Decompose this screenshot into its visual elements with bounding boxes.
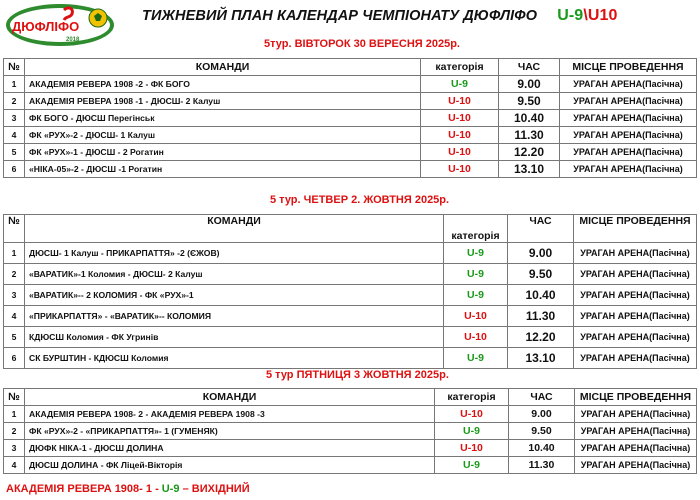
match-time: 9.50 bbox=[508, 264, 574, 285]
day-heading-1: 5тур. ВІВТОРОК 30 ВЕРЕСНЯ 2025р. bbox=[264, 38, 460, 50]
table-header-row bbox=[4, 215, 697, 243]
match-time: 12.20 bbox=[499, 144, 560, 161]
match-teams: ФК «РУХ»-2 - «ПРИКАРПАТТЯ»- 1 (ГУМЕНЯК) bbox=[25, 423, 435, 440]
col-teams: КОМАНДИ bbox=[25, 59, 421, 76]
col-teams: КОМАНДИ bbox=[25, 215, 444, 243]
table-row bbox=[4, 127, 697, 144]
col-teams: КОМАНДИ bbox=[25, 389, 435, 406]
match-category: U-10 bbox=[421, 110, 499, 127]
table-row bbox=[4, 348, 697, 369]
table-row bbox=[4, 264, 697, 285]
match-teams: ФК БОГО - ДЮСШ Перегінськ bbox=[25, 110, 421, 127]
match-category: U-9 bbox=[444, 285, 508, 306]
match-num: 3 bbox=[4, 440, 25, 457]
match-category: U-10 bbox=[421, 93, 499, 110]
logo-year: 2018 bbox=[66, 37, 80, 43]
rest-category: U-9 bbox=[161, 483, 180, 495]
match-teams: «ВАРАТИК»-- 2 КОЛОМИЯ - ФК «РУХ»-1 bbox=[25, 285, 444, 306]
match-venue: УРАГАН АРЕНА(Пасічна) bbox=[574, 306, 697, 327]
match-time: 10.40 bbox=[509, 440, 575, 457]
match-time: 9.50 bbox=[509, 423, 575, 440]
col-num: № bbox=[4, 215, 25, 243]
rest-day-note bbox=[6, 483, 250, 495]
match-teams: ФК «РУХ»-2 - ДЮСШ- 1 Калуш bbox=[25, 127, 421, 144]
table-row bbox=[4, 406, 697, 423]
match-time: 11.30 bbox=[499, 127, 560, 144]
match-time: 13.10 bbox=[499, 161, 560, 178]
match-num: 6 bbox=[4, 348, 25, 369]
match-num: 2 bbox=[4, 93, 25, 110]
col-category: категорія bbox=[421, 59, 499, 76]
schedule-table-day-2 bbox=[3, 214, 697, 369]
match-teams: АКАДЕМІЯ РЕВЕРА 1908 -1 - ДЮСШ- 2 Калуш bbox=[25, 93, 421, 110]
match-venue: УРАГАН АРЕНА(Пасічна) bbox=[574, 243, 697, 264]
title-text: ТИЖНЕВИЙ ПЛАН КАЛЕНДАР ЧЕМПІОНАТУ ДЮФЛІФО bbox=[142, 8, 538, 24]
match-venue: УРАГАН АРЕНА(Пасічна) bbox=[560, 76, 697, 93]
match-venue: УРАГАН АРЕНА(Пасічна) bbox=[575, 423, 697, 440]
table-row bbox=[4, 457, 697, 474]
match-category: U-9 bbox=[444, 348, 508, 369]
match-category: U-10 bbox=[444, 306, 508, 327]
match-time: 11.30 bbox=[509, 457, 575, 474]
match-teams: ДЮСШ ДОЛИНА - ФК Ліцей-Вікторія bbox=[25, 457, 435, 474]
match-venue: УРАГАН АРЕНА(Пасічна) bbox=[574, 285, 697, 306]
match-category: U-9 bbox=[444, 243, 508, 264]
match-time: 13.10 bbox=[508, 348, 574, 369]
match-time: 9.00 bbox=[509, 406, 575, 423]
day-heading-2: 5 тур. ЧЕТВЕР 2. ЖОВТНЯ 2025р. bbox=[270, 194, 450, 206]
match-category: U-9 bbox=[444, 264, 508, 285]
match-teams: АКАДЕМІЯ РЕВЕРА 1908 -2 - ФК БОГО bbox=[25, 76, 421, 93]
match-teams: «ПРИКАРПАТТЯ» - «ВАРАТИК»-- КОЛОМИЯ bbox=[25, 306, 444, 327]
logo-text: ДЮФЛІФО bbox=[12, 19, 80, 34]
match-category: U-9 bbox=[421, 76, 499, 93]
match-time: 9.50 bbox=[499, 93, 560, 110]
match-venue: УРАГАН АРЕНА(Пасічна) bbox=[560, 93, 697, 110]
match-teams: СК БУРШТИН - КДЮСШ Коломия bbox=[25, 348, 444, 369]
match-num: 4 bbox=[4, 457, 25, 474]
table-row bbox=[4, 110, 697, 127]
table-row bbox=[4, 161, 697, 178]
match-category: U-9 bbox=[435, 457, 509, 474]
col-venue: МІСЦЕ ПРОВЕДЕННЯ bbox=[574, 215, 697, 243]
col-num: № bbox=[4, 59, 25, 76]
schedule-table-day-1 bbox=[3, 58, 697, 178]
match-num: 1 bbox=[4, 243, 25, 264]
match-num: 4 bbox=[4, 127, 25, 144]
col-time: ЧАС bbox=[509, 389, 575, 406]
match-venue: УРАГАН АРЕНА(Пасічна) bbox=[575, 440, 697, 457]
table-row bbox=[4, 440, 697, 457]
match-teams: ДЮСШ- 1 Калуш - ПРИКАРПАТТЯ» -2 (ЄЖОВ) bbox=[25, 243, 444, 264]
table-row bbox=[4, 285, 697, 306]
match-venue: УРАГАН АРЕНА(Пасічна) bbox=[575, 457, 697, 474]
match-venue: УРАГАН АРЕНА(Пасічна) bbox=[560, 161, 697, 178]
col-category: категорія bbox=[444, 215, 508, 243]
table-row bbox=[4, 423, 697, 440]
match-category: U-10 bbox=[435, 406, 509, 423]
age-separator: \ bbox=[583, 7, 588, 24]
match-venue: УРАГАН АРЕНА(Пасічна) bbox=[560, 127, 697, 144]
match-num: 5 bbox=[4, 144, 25, 161]
age-groups bbox=[557, 7, 617, 24]
col-time: ЧАС bbox=[508, 215, 574, 243]
table-row bbox=[4, 76, 697, 93]
match-num: 6 bbox=[4, 161, 25, 178]
match-num: 3 bbox=[4, 285, 25, 306]
match-category: U-10 bbox=[444, 327, 508, 348]
match-time: 10.40 bbox=[499, 110, 560, 127]
match-num: 4 bbox=[4, 306, 25, 327]
col-time: ЧАС bbox=[499, 59, 560, 76]
table-row bbox=[4, 93, 697, 110]
col-venue: МІСЦЕ ПРОВЕДЕННЯ bbox=[560, 59, 697, 76]
match-num: 3 bbox=[4, 110, 25, 127]
table-header-row bbox=[4, 59, 697, 76]
match-time: 9.00 bbox=[508, 243, 574, 264]
match-num: 1 bbox=[4, 406, 25, 423]
match-time: 10.40 bbox=[508, 285, 574, 306]
rest-label: – ВИХІДНИЙ bbox=[179, 483, 250, 495]
match-time: 12.20 bbox=[508, 327, 574, 348]
age-u10: U10 bbox=[587, 7, 618, 24]
rest-team: АКАДЕМІЯ РЕВЕРА 1908- 1 bbox=[6, 483, 156, 495]
match-num: 2 bbox=[4, 423, 25, 440]
match-teams: «ВАРАТИК»-1 Коломия - ДЮСШ- 2 Калуш bbox=[25, 264, 444, 285]
match-num: 1 bbox=[4, 76, 25, 93]
match-category: U-10 bbox=[435, 440, 509, 457]
table-row bbox=[4, 327, 697, 348]
table-row bbox=[4, 144, 697, 161]
match-teams: АКАДЕМІЯ РЕВЕРА 1908- 2 - АКАДЕМІЯ РЕВЕРА 1908 -3 bbox=[25, 406, 435, 423]
match-num: 5 bbox=[4, 327, 25, 348]
table-row bbox=[4, 306, 697, 327]
match-category: U-10 bbox=[421, 127, 499, 144]
match-category: U-9 bbox=[435, 423, 509, 440]
age-u9: U-9 bbox=[557, 7, 584, 24]
col-num: № bbox=[4, 389, 25, 406]
match-teams: «НІКА-05»-2 - ДЮСШ -1 Рогатин bbox=[25, 161, 421, 178]
match-time: 11.30 bbox=[508, 306, 574, 327]
match-time: 9.00 bbox=[499, 76, 560, 93]
match-venue: УРАГАН АРЕНА(Пасічна) bbox=[574, 327, 697, 348]
league-logo bbox=[4, 2, 116, 48]
league-logo-graphic bbox=[4, 2, 116, 48]
col-category: категорія bbox=[435, 389, 509, 406]
match-venue: УРАГАН АРЕНА(Пасічна) bbox=[560, 110, 697, 127]
match-category: U-10 bbox=[421, 144, 499, 161]
rest-dash: - bbox=[155, 483, 162, 495]
document-title bbox=[142, 7, 618, 25]
match-venue: УРАГАН АРЕНА(Пасічна) bbox=[574, 264, 697, 285]
match-teams: ДЮФК НІКА-1 - ДЮСШ ДОЛИНА bbox=[25, 440, 435, 457]
match-teams: ФК «РУХ»-1 - ДЮСШ - 2 Рогатин bbox=[25, 144, 421, 161]
table-row bbox=[4, 243, 697, 264]
match-teams: КДЮСШ Коломия - ФК Угринів bbox=[25, 327, 444, 348]
day-heading-3: 5 тур ПЯТНИЦЯ 3 ЖОВТНЯ 2025р. bbox=[266, 369, 449, 381]
table-header-row bbox=[4, 389, 697, 406]
match-num: 2 bbox=[4, 264, 25, 285]
match-venue: УРАГАН АРЕНА(Пасічна) bbox=[574, 348, 697, 369]
schedule-table-day-3 bbox=[3, 388, 697, 474]
match-venue: УРАГАН АРЕНА(Пасічна) bbox=[575, 406, 697, 423]
match-category: U-10 bbox=[421, 161, 499, 178]
match-venue: УРАГАН АРЕНА(Пасічна) bbox=[560, 144, 697, 161]
col-venue: МІСЦЕ ПРОВЕДЕННЯ bbox=[575, 389, 697, 406]
